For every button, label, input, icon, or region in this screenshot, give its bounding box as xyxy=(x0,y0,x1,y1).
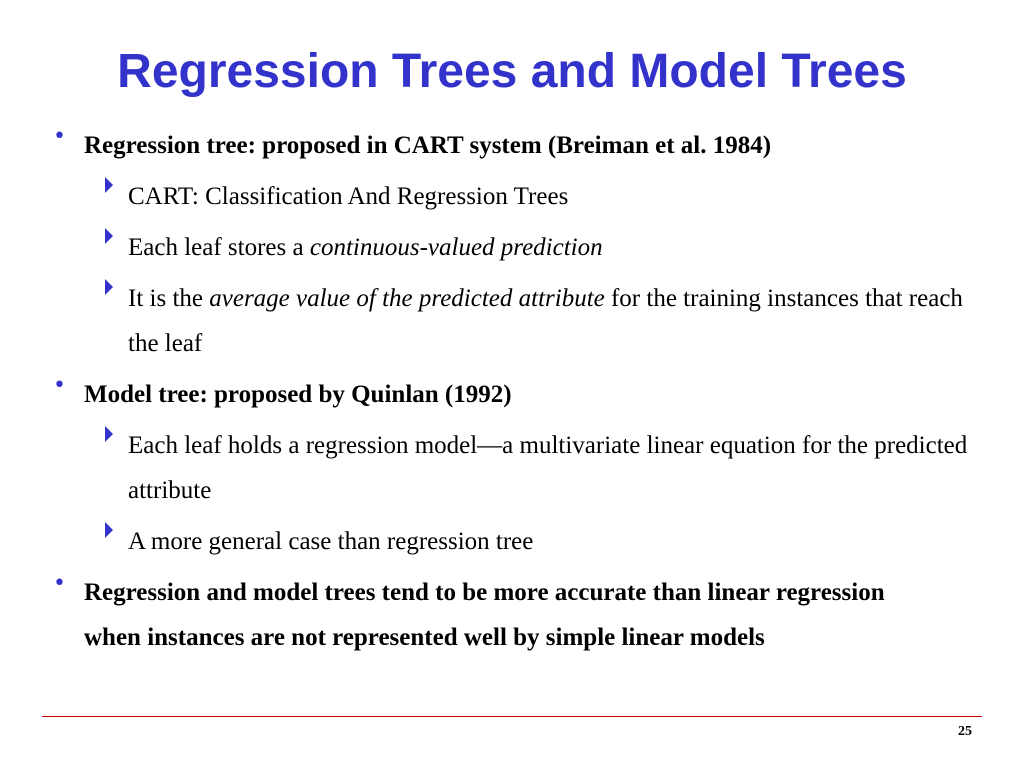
triangle-arrow-icon xyxy=(105,522,113,538)
sub-bullet-item xyxy=(128,519,988,564)
bullet-text: Regression tree: proposed in CART system (Breiman et al. 1984) xyxy=(84,132,772,159)
bullet-text: Model tree: proposed by Quinlan (1992) xyxy=(84,381,512,408)
sub-bullet-item xyxy=(128,174,988,219)
triangle-arrow-icon xyxy=(105,228,113,244)
footer-rule xyxy=(42,716,982,717)
triangle-arrow-icon xyxy=(105,279,113,295)
sub-bullet-text: Each leaf holds a regression model—a multivariate linear equation for the predicted attribute xyxy=(128,432,968,504)
bullet-text: Regression and model trees tend to be more accurate than linear regression when instances are not represented well by simple linear models xyxy=(84,579,885,651)
bullet-item xyxy=(53,570,914,660)
bullet-dot-icon: • xyxy=(53,373,66,398)
bullet-item xyxy=(53,372,944,417)
sub-bullet-emphasis: average value of the predicted attribute xyxy=(209,285,605,312)
triangle-arrow-icon xyxy=(105,177,113,193)
sub-bullet-item xyxy=(128,423,978,513)
sub-bullet-text: Each leaf stores a xyxy=(128,234,310,261)
sub-bullet-text: A more general case than regression tree xyxy=(128,528,534,555)
sub-bullet-emphasis: continuous-valued prediction xyxy=(309,234,603,261)
sub-bullet-text: It is the xyxy=(128,285,210,312)
sub-bullet-text: for the training instances that reach the leaf xyxy=(128,285,963,357)
bullet-dot-icon: • xyxy=(53,124,66,149)
bullet-item xyxy=(53,123,944,168)
sub-bullet-text: CART: Classification And Regression Trees xyxy=(128,183,569,210)
sub-bullet-item xyxy=(128,276,978,366)
bullet-dot-icon: • xyxy=(53,571,66,596)
triangle-arrow-icon xyxy=(105,426,113,442)
page-number: 25 xyxy=(958,724,972,739)
slide-title: Regression Trees and Model Trees xyxy=(117,45,907,98)
sub-bullet-item xyxy=(128,225,988,270)
